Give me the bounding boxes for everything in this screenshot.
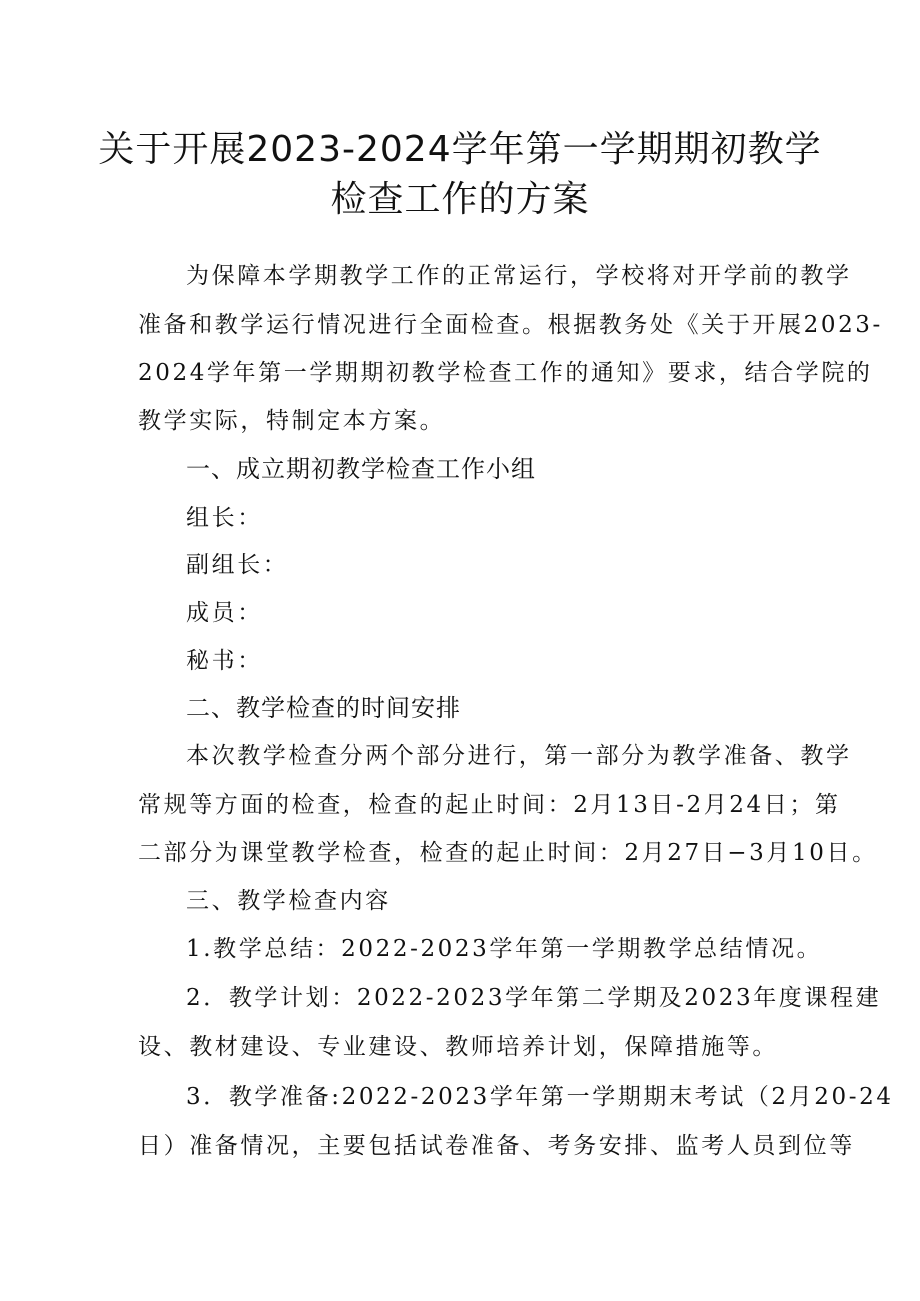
document-title-line-1: 关于开展2023-2024学年第一学期期初教学 [98, 129, 822, 170]
section-3-item-2-line-2: 设、教材建设、专业建设、教师培养计划，保障措施等。 [138, 1034, 778, 1060]
role-deputy-leader: 副组长： [186, 552, 289, 578]
section-1-heading: 一、成立期初教学检查工作小组 [186, 455, 536, 483]
section-2-line-2: 常规等方面的检查，检查的起止时间：2月13日-2月24日；第 [138, 792, 841, 818]
section-3-heading: 三、教学检查内容 [186, 888, 391, 914]
intro-line-1: 为保障本学期教学工作的正常运行，学校将对开学前的教学 [186, 263, 852, 289]
intro-line-2: 准备和教学运行情况进行全面检查。根据教务处《关于开展2023- [138, 312, 883, 338]
role-secretary: 秘书： [186, 648, 263, 674]
section-2-line-3: 二部分为课堂教学检查，检查的起止时间：2月27日−3月10日。 [138, 840, 878, 866]
role-leader: 组长： [186, 505, 263, 531]
section-3-item-3-line-2: 日）准备情况，主要包括试卷准备、考务安排、监考人员到位等 [138, 1133, 855, 1159]
section-2-line-1: 本次教学检查分两个部分进行，第一部分为教学准备、教学 [186, 743, 852, 769]
document-title-line-2: 检查工作的方案 [330, 179, 590, 220]
section-3-item-1: 1.教学总结：2022-2023学年第一学期教学总结情况。 [186, 936, 823, 962]
intro-line-4: 教学实际，特制定本方案。 [138, 408, 446, 434]
section-3-item-2-line-1: 2．教学计划：2022-2023学年第二学期及2023年度课程建 [186, 985, 882, 1011]
section-2-heading: 二、教学检查的时间安排 [186, 694, 461, 722]
intro-line-3: 2024学年第一学期期初教学检查工作的通知》要求，结合学院的 [138, 360, 873, 386]
section-3-item-3-line-1: 3．教学准备:2022-2023学年第一学期期末考试（2月20-24 [186, 1084, 894, 1110]
role-members: 成员： [186, 600, 263, 626]
